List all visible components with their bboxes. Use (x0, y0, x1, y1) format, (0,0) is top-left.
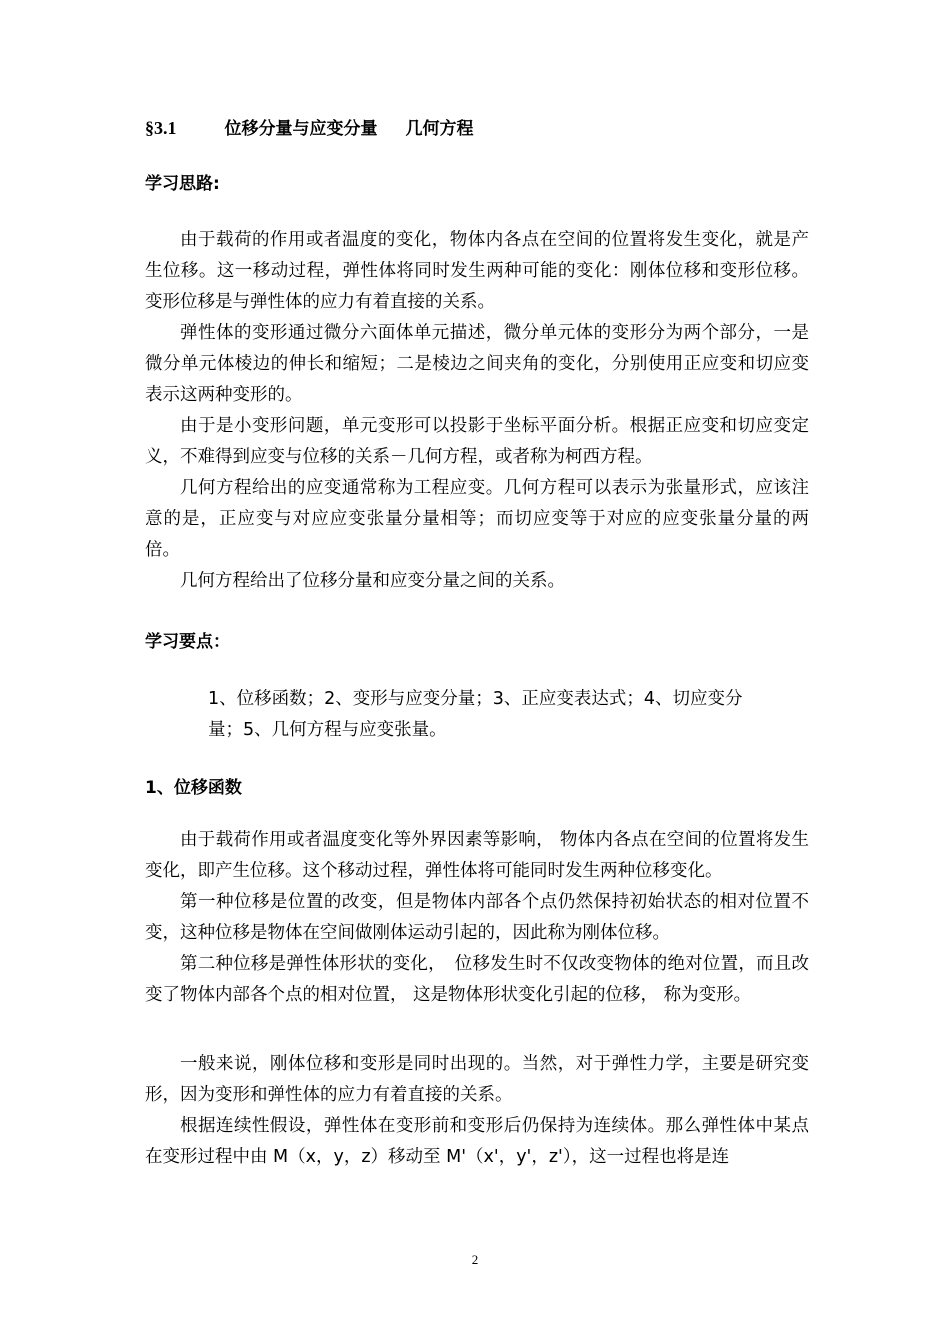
study-ideas-paragraph-1: 由于载荷的作用或者温度的变化，物体内各点在空间的位置将发生变化，就是产生位移。这一移动过程，弹性体将同时发生两种可能的变化：刚体位移和变形位移。变形位移是与弹性体的应力有着直接的关系。 (145, 230, 809, 312)
study-ideas-paragraph-5: 几何方程给出了位移分量和应变分量之间的关系。 (180, 571, 565, 591)
study-ideas-heading: 学习思路: (145, 174, 220, 194)
section-title-a: 位移分量与应变分量 (224, 119, 378, 139)
subsection-1-paragraph-2: 第一种位移是位置的改变，但是物体内部各个点仍然保持初始状态的相对位置不变，这种位移是物体在空间做刚体运动引起的，因此称为刚体位移。 (145, 892, 809, 943)
study-ideas-paragraph-2: 弹性体的变形通过微分六面体单元描述，微分单元体的变形分为两个部分，一是微分单元体棱边的伸长和缩短；二是棱边之间夹角的变化，分别使用正应变和切应变表示这两种变形的。 (145, 323, 809, 405)
key-points-heading: 学习要点： (145, 632, 230, 652)
subsection-1-paragraph-3: 第二种位移是弹性体形状的变化， 位移发生时不仅改变物体的绝对位置，而且改变了物体内部各个点的相对位置， 这是物体形状变化引起的位移， 称为变形。 (145, 954, 809, 1005)
study-ideas-paragraph-4: 几何方程给出的应变通常称为工程应变。几何方程可以表示为张量形式，应该注意的是，正应变与对应应变张量分量相等；而切应变等于对应的应变张量分量的两倍。 (145, 478, 809, 560)
key-points-list: 1、位移函数；2、变形与应变分量；3、正应变表达式；4、切应变分量；5、几何方程与应变张量。 (208, 689, 743, 740)
study-ideas-paragraph-3: 由于是小变形问题，单元变形可以投影于坐标平面分析。根据正应变和切应变定义，不难得到应变与位移的关系－几何方程，或者称为柯西方程。 (145, 416, 809, 467)
subsection-1-paragraph-4: 一般来说，刚体位移和变形是同时出现的。当然，对于弹性力学，主要是研究变形，因为变形和弹性体的应力有着直接的关系。 (145, 1054, 809, 1105)
section-number: §3.1 (145, 118, 177, 138)
page-number: 2 (471, 1252, 479, 1267)
subsection-1-paragraph-1: 由于载荷作用或者温度变化等外界因素等影响， 物体内各点在空间的位置将发生变化，即产生位移。这个移动过程，弹性体将可能同时发生两种位移变化。 (145, 830, 809, 881)
section-title-b: 几何方程 (405, 119, 474, 139)
section-heading (145, 117, 474, 140)
subsection-1-paragraph-5: 根据连续性假设，弹性体在变形前和变形后仍保持为连续体。那么弹性体中某点在变形过程中由 M（x，y，z）移动至 M'（x'，y'，z'），这一过程也将是连 (145, 1116, 809, 1167)
subsection-1-heading: 1、位移函数 (145, 778, 242, 798)
